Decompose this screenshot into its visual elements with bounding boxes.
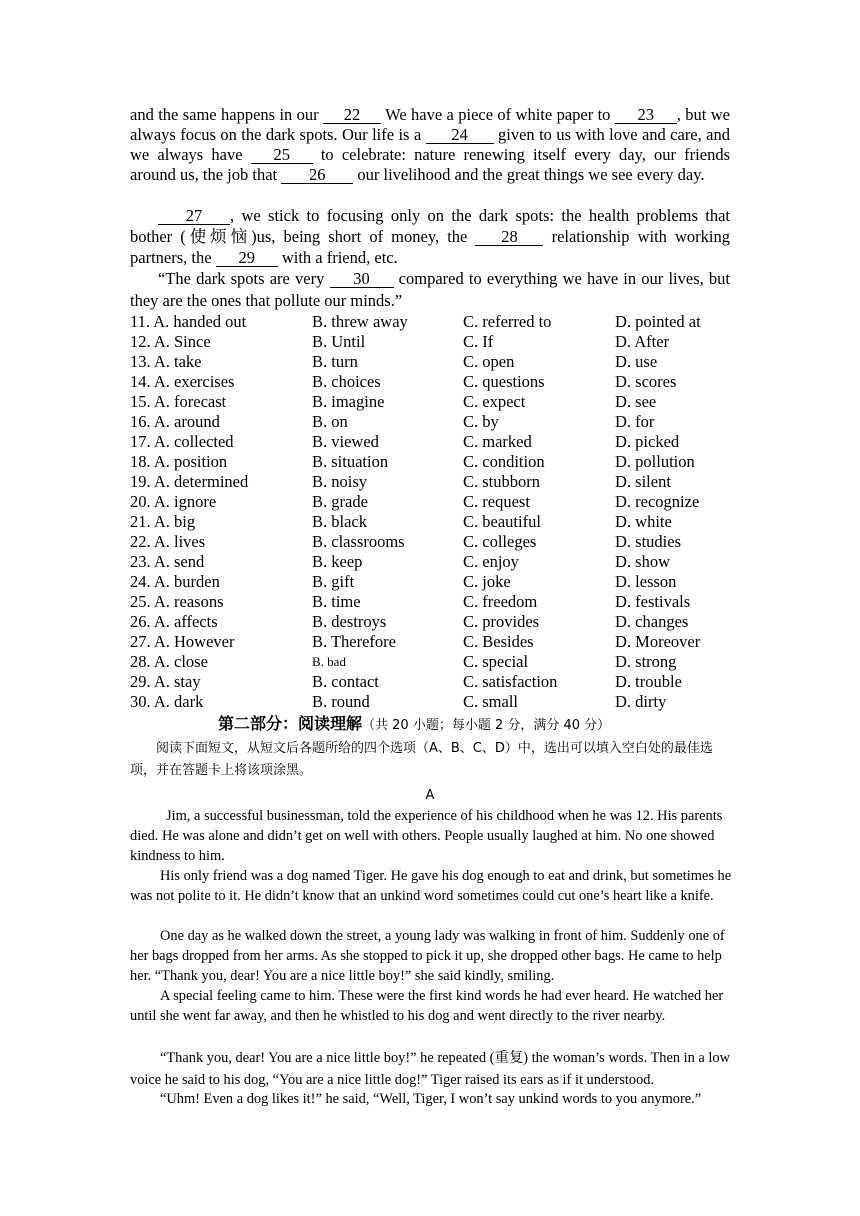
option-row (130, 332, 750, 352)
option-a: 24. A. burden (130, 572, 220, 591)
option-b: B. on (312, 412, 348, 431)
option-c: C. questions (463, 372, 545, 391)
option-b: B. situation (312, 452, 389, 471)
blank-25: 25 (251, 146, 313, 164)
option-a: 18. A. position (130, 452, 228, 471)
cloze-paragraph-1 (130, 105, 730, 185)
option-a: 19. A. determined (130, 472, 249, 491)
option-b: B. Until (312, 332, 366, 351)
option-row (130, 512, 750, 532)
option-d: D. trouble (615, 672, 682, 691)
cloze-text: with a friend, etc. (277, 248, 398, 267)
option-a: 14. A. exercises (130, 372, 235, 391)
reading-text: One day as he walked down the street, a young lady was walking in front of him. Suddenly one of her bags dropped from her arms. As she stopped to pick it up, she dropped other bags. He came to help her. “Thank you, dear! You are a nice little boy!” she said kindly, smiling. (130, 928, 725, 984)
option-row (130, 552, 750, 572)
option-a: 25. A. reasons (130, 592, 224, 611)
option-c: C. beautiful (463, 512, 541, 531)
option-b: B. destroys (312, 612, 387, 631)
option-row (130, 612, 750, 632)
option-c: C. expect (463, 392, 526, 411)
reading-paragraph-4 (130, 986, 742, 1026)
cloze-text: to celebrate: nature renewing itself every day, our friends around us, the job that (130, 145, 730, 184)
option-row (130, 692, 750, 712)
option-d: D. studies (615, 532, 681, 551)
cloze-text: “The dark spots are very (158, 269, 330, 288)
option-c: C. provides (463, 612, 540, 631)
option-a: 12. A. Since (130, 332, 211, 351)
option-row (130, 312, 750, 332)
cloze-text: , we stick to focusing only on the dark spots: the health problems that bother (使烦恼)us, being short of money, the (130, 206, 730, 246)
option-row (130, 412, 750, 432)
option-c: C. Besides (463, 632, 534, 651)
option-b: B. imagine (312, 392, 385, 411)
cloze-text: We have a piece of white paper to (381, 105, 615, 124)
option-b: B. choices (312, 372, 381, 391)
option-row (130, 352, 750, 372)
cloze-text: , but we always focus on the dark spots. Our life is a (130, 105, 730, 144)
option-a: 23. A. send (130, 552, 205, 571)
passage-letter: A (425, 788, 435, 803)
option-b: B. classrooms (312, 532, 405, 551)
option-c: C. enjoy (463, 552, 519, 571)
option-a: 20. A. ignore (130, 492, 217, 511)
option-a: 26. A. affects (130, 612, 218, 631)
option-c: C. stubborn (463, 472, 541, 491)
option-d: D. After (615, 332, 670, 351)
blank-27: 27 (158, 207, 230, 225)
option-row (130, 672, 750, 692)
option-d: D. Moreover (615, 632, 701, 651)
option-a: 13. A. take (130, 352, 202, 371)
option-b: B. threw away (312, 312, 408, 331)
option-a: 30. A. dark (130, 692, 204, 711)
option-row (130, 372, 750, 392)
cloze-paragraph-3 (130, 268, 730, 312)
reading-text: Jim, a successful businessman, told the experience of his childhood when he was 12. His parents died. He was alone and didn’t get on well with others. People usually laughed at him. No one showed kindness to him. (130, 808, 723, 864)
option-d: D. see (615, 392, 657, 411)
option-d: D. pollution (615, 452, 695, 471)
option-c: C. special (463, 652, 529, 671)
cloze-text: our livelihood and the great things we see every day. (353, 165, 705, 184)
option-row (130, 652, 750, 672)
option-b: B. turn (312, 352, 358, 371)
option-b: B. round (312, 692, 370, 711)
reading-paragraph-1 (130, 806, 742, 866)
option-c: C. marked (463, 432, 532, 451)
option-d: D. use (615, 352, 658, 371)
option-d: D. dirty (615, 692, 667, 711)
blank-26: 26 (281, 166, 353, 184)
reading-text: A special feeling came to him. These were the first kind words he had ever heard. He watched her until she went far away, and then he whistled to his dog and went directly to the river nearby. (130, 988, 724, 1024)
option-b: B. contact (312, 672, 379, 691)
option-c: C. If (463, 332, 494, 351)
option-row (130, 432, 750, 452)
option-row (130, 532, 750, 552)
section-instruction (130, 738, 730, 782)
option-row (130, 492, 750, 512)
option-d: D. changes (615, 612, 689, 631)
option-a: 22. A. lives (130, 532, 206, 551)
option-b: B. bad (312, 654, 346, 669)
blank-23: 23 (615, 106, 677, 124)
reading-paragraph-5 (130, 1047, 742, 1091)
option-a: 11. A. handed out (130, 312, 247, 331)
option-d: D. recognize (615, 492, 700, 511)
option-b: B. Therefore (312, 632, 396, 651)
cloze-text: given to us with love and care, and we always have (130, 125, 730, 164)
option-row (130, 592, 750, 612)
option-d: D. strong (615, 652, 677, 671)
option-d: D. scores (615, 372, 677, 391)
cloze-text: and the same happens in our (130, 105, 324, 124)
option-b: B. gift (312, 572, 355, 591)
option-b: B. grade (312, 492, 368, 511)
option-b: B. black (312, 512, 367, 531)
option-b: B. keep (312, 552, 363, 571)
option-c: C. condition (463, 452, 545, 471)
cloze-text: relationship with working partners, the (130, 227, 730, 267)
option-c: C. satisfaction (463, 672, 558, 691)
blank-24: 24 (426, 126, 494, 144)
cloze-text: compared to everything we have in our lives, but they are the ones that pollute our minds.” (130, 269, 730, 310)
option-a: 17. A. collected (130, 432, 234, 451)
blank-28: 28 (475, 228, 543, 246)
option-b: B. noisy (312, 472, 368, 491)
option-row (130, 452, 750, 472)
section-subtitle: （共 20 小题；每小题 2 分，满分 40 分） (362, 718, 611, 733)
option-row (130, 472, 750, 492)
option-c: C. referred to (463, 312, 552, 331)
blank-30: 30 (330, 270, 394, 288)
option-row (130, 572, 750, 592)
option-c: C. by (463, 412, 499, 431)
blank-29: 29 (216, 249, 278, 267)
cloze-paragraph-2 (130, 205, 730, 268)
option-c: C. request (463, 492, 530, 511)
option-d: D. white (615, 512, 672, 531)
option-d: D. show (615, 552, 671, 571)
reading-paragraph-2 (130, 866, 742, 906)
section-title-text: 第二部分：阅读理解 (218, 714, 363, 733)
option-c: C. small (463, 692, 519, 711)
option-c: C. freedom (463, 592, 538, 611)
option-d: D. picked (615, 432, 680, 451)
reading-text: His only friend was a dog named Tiger. He gave his dog enough to eat and drink, but sometimes he was not polite to it. He didn’t know that an unkind word sometimes could cut one’s heart like a knife. (130, 868, 732, 904)
option-a: 15. A. forecast (130, 392, 227, 411)
option-b: B. time (312, 592, 361, 611)
blank-22: 22 (323, 106, 381, 124)
option-a: 29. A. stay (130, 672, 201, 691)
option-row (130, 392, 750, 412)
option-d: D. for (615, 412, 655, 431)
option-row (130, 632, 750, 652)
option-d: D. festivals (615, 592, 691, 611)
option-d: D. lesson (615, 572, 677, 591)
option-c: C. open (463, 352, 515, 371)
reading-text: “Uhm! Even a dog likes it!” he said, “Well, Tiger, I won’t say unkind words to you anymore.” (160, 1091, 702, 1107)
option-a: 28. A. close (130, 652, 208, 671)
reading-text: “Thank you, dear! You are a nice little boy!” he repeated (重复) the woman’s words. Then in a low voice he said to his dog, “You are a nice little dog!” Tiger raised its ears as if it understood. (130, 1050, 730, 1088)
option-c: C. colleges (463, 532, 537, 551)
option-c: C. joke (463, 572, 511, 591)
reading-paragraph-6 (130, 1089, 742, 1109)
instruction-text: 阅读下面短文，从短文后各题所给的四个选项（A、B、C、D）中，选出可以填入空白处的最佳选项，并在答题卡上将该项涂黑。 (130, 741, 713, 778)
reading-paragraph-3 (130, 926, 742, 986)
option-b: B. viewed (312, 432, 379, 451)
option-d: D. silent (615, 472, 671, 491)
option-a: 16. A. around (130, 412, 220, 431)
option-a: 27. A. However (130, 632, 235, 651)
option-a: 21. A. big (130, 512, 196, 531)
section-title (218, 713, 610, 737)
option-d: D. pointed at (615, 312, 701, 331)
